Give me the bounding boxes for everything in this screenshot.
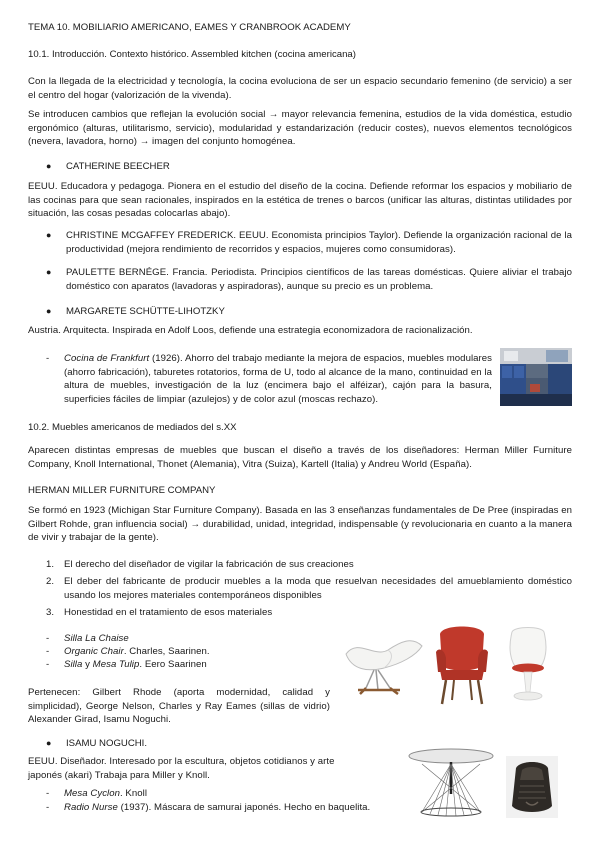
work-item bbox=[64, 658, 324, 672]
work-title: Silla La Chaise bbox=[64, 633, 129, 644]
dash-marker: - bbox=[46, 353, 50, 364]
organic-chair-image bbox=[432, 622, 492, 706]
work-title: Radio Nurse bbox=[64, 802, 118, 813]
noguchi-name: ISAMU NOGUCHI. bbox=[66, 738, 148, 749]
work-connector: y bbox=[82, 659, 93, 670]
work-description: (1937). Máscara de samurai japonés. Hecho en baquelita. bbox=[117, 802, 371, 813]
work-title: Mesa Tulip bbox=[92, 659, 140, 670]
noguchi-work-item bbox=[64, 787, 364, 801]
bullet-icon: ● bbox=[46, 230, 52, 240]
section-heading-10-1: 10.1. Introducción. Contexto histórico. Assembled kitchen (cocina americana) bbox=[28, 49, 356, 60]
schutte-paragraph: Austria. Arquitecta. Inspirada en Adolf Loos, defiende una estrategia economizadora de racionalización. bbox=[28, 325, 473, 336]
dash-marker: - bbox=[46, 659, 50, 670]
frederick-paragraph: CHRISTINE MCGAFFEY FREDERICK. EEUU. Economista principios Taylor). Defiende la organización racional de la productividad (mejora rendimiento de recorridos y espacios, mujeres como consumidoras). bbox=[66, 230, 572, 255]
bernege-paragraph: PAULETTE BERNÉGE. Francia. Periodista. Principios científicos de las tareas domésticas. Quiere aliviar el trabajo doméstico con aparatos (lavadoras y aspiradoras), aunque su precio es un problema. bbox=[66, 267, 572, 292]
cyclone-table-image bbox=[408, 744, 494, 818]
tulip-chair-image bbox=[500, 626, 556, 706]
bullet-icon: ● bbox=[46, 738, 52, 748]
work-title: Silla bbox=[64, 659, 83, 670]
radio-nurse-image bbox=[506, 756, 558, 818]
dash-marker: - bbox=[46, 646, 50, 657]
beecher-paragraph: EEUU. Educadora y pedagoga. Pionera en el estudio del diseño de la cocina. Defiende reformar los espacios y mobiliario de las cocinas para que sean racionales, inspirados en la estética de trenes o barcos (unificar las alturas, distintas utilidades por situación, las cosas pesadas colocarlas abajo). bbox=[28, 181, 572, 220]
noguchi-work-item bbox=[64, 801, 404, 815]
schutte-name: MARGARETE SCHÜTTE-LIHOTZKY bbox=[66, 306, 225, 317]
work-title: Mesa Cyclon bbox=[64, 788, 120, 799]
paragraph-intro-1: Con la llegada de la electricidad y tecnología, la cocina evoluciona de ser un espacio secundario femenino (de servicio) a ser el centro del hogar (valorización de la vivenda). bbox=[28, 76, 572, 101]
frankfurt-title: Cocina de Frankfurt bbox=[64, 353, 150, 364]
frankfurt-text: (1926). Ahorro del trabajo mediante la mejora de espacios, muebles modulares (ahorro fabricación), taburetes rotatorios, forma de U, todo al alcance de la mano, continuidad en la altura de muebles, investigación de la luz (encimera bajo el alféizar), cajón para la basura, superficies fáciles de limpiar (azulejos) y de color azul (moscas rechazo). bbox=[64, 353, 492, 405]
dash-marker: - bbox=[46, 788, 50, 799]
principle-item: El derecho del diseñador de vigilar la fabricación de sus creaciones bbox=[64, 559, 354, 570]
dash-marker: - bbox=[46, 802, 50, 813]
bullet-icon: ● bbox=[46, 267, 52, 277]
frankfurt-paragraph bbox=[64, 352, 492, 406]
work-title: Organic Chair bbox=[64, 646, 124, 657]
frankfurt-kitchen-image bbox=[500, 348, 572, 406]
page-title: TEMA 10. MOBILIARIO AMERICANO, EAMES Y CRANBROOK ACADEMY bbox=[28, 22, 351, 33]
bullet-icon: ● bbox=[46, 306, 52, 316]
principle-item: Honestidad en el tratamiento de esos materiales bbox=[64, 607, 273, 618]
list-number: 1. bbox=[46, 559, 55, 570]
pertenecen-paragraph: Pertenecen: Gilbert Rhode (aporta modernidad, calidad y simplicidad), George Nelson, Charles y Ray Eames (sillas de vidrio) Alexander Girad, Isamu Noguchi. bbox=[28, 687, 330, 726]
bullet-icon: ● bbox=[46, 161, 52, 171]
beecher-name: CATHERINE BEECHER bbox=[66, 161, 170, 172]
list-number: 2. bbox=[46, 576, 55, 587]
work-author: . Eero Saarinen bbox=[139, 659, 207, 670]
work-item bbox=[64, 632, 324, 646]
noguchi-paragraph: EEUU. Diseñador. Interesado por la escultura, objetos cotidianos y arte japonés (akari) Trabaja para Miller y Knoll. bbox=[28, 756, 335, 781]
list-number: 3. bbox=[46, 607, 55, 618]
la-chaise-image bbox=[338, 624, 430, 700]
work-item bbox=[64, 645, 324, 659]
section-heading-10-2: 10.2. Muebles americanos de mediados del s.XX bbox=[28, 422, 237, 433]
herman-miller-heading: HERMAN MILLER FURNITURE COMPANY bbox=[28, 485, 216, 496]
principle-item: El deber del fabricante de producir muebles a la moda que resuelvan necesidades del amueblamiento doméstico usando los mejores materiales contemporáneos disponibles bbox=[64, 576, 572, 601]
work-author: . Charles, Saarinen. bbox=[123, 646, 210, 657]
paragraph-intro-2: Se introducen cambios que reflejan la evolución social → mayor relevancia femenina, estudios de la vida doméstica, estudio ergonómico (alturas, utilitarismo, servicio), modularidad y estandarización (reducir costes), nuevos elementos tecnológicos (nevera, lavadora, horno) → imagen del conjunto homogénea. bbox=[28, 109, 572, 148]
paragraph-companies: Aparecen distintas empresas de muebles que buscan el diseño a través de los diseñadores: Herman Miller Furniture Company, Knoll International, Thonet (Alemania), Vitra (Suiza), Kartell (Italia) y Andreu World (España). bbox=[28, 445, 572, 470]
dash-marker: - bbox=[46, 633, 50, 644]
herman-miller-paragraph: Se formó en 1923 (Michigan Star Furniture Company). Basada en las 3 enseñanzas fundamentales de De Pree (inspiradas en Gilbert Rohde, gran influencia social) → durabilidad, unidad, integridad, indispensable (y revolucionaria en cuanto a la manera de vivir y trabajar de la gente). bbox=[28, 505, 572, 544]
work-author: . Knoll bbox=[120, 788, 148, 799]
